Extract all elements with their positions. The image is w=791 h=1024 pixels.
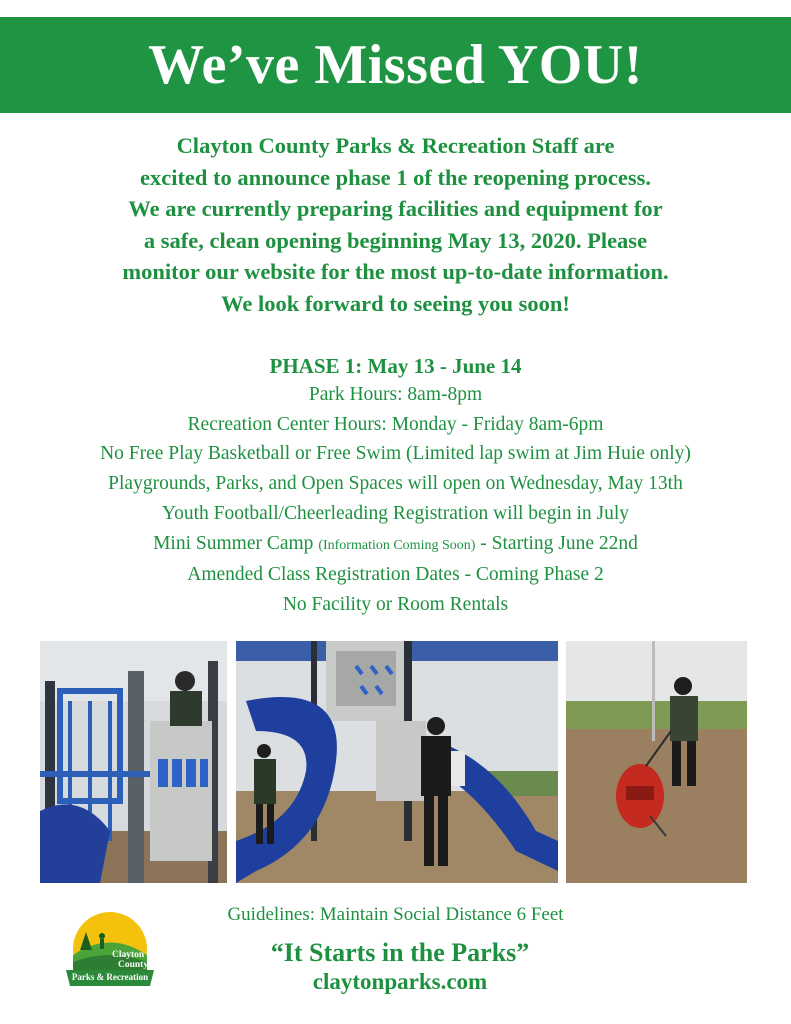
phase-item-youth-football: Youth Football/Cheerleading Registration will begin in July: [161, 502, 630, 524]
tagline: “It Starts in the Parks”: [270, 938, 530, 967]
phase-item-rentals: No Facility or Room Rentals: [282, 593, 509, 615]
camp-prefix: Mini Summer Camp: [153, 532, 319, 554]
photo-strip: [0, 641, 791, 883]
phase-item-class-registration: Amended Class Registration Dates - Coming Phase 2: [187, 564, 604, 586]
intro-line: monitor our website for the most up-to-date information.: [122, 259, 669, 284]
phase-list: [0, 380, 791, 620]
intro-line: a safe, clean opening beginning May 13, 2020. Please: [143, 227, 648, 253]
photo-spiral-slide: [236, 641, 558, 883]
phase-section: [0, 352, 791, 620]
phase-item-free-play: No Free Play Basketball or Free Swim (Limited lap swim at Jim Huie only): [100, 443, 691, 465]
intro-line: We look forward to seeing you soon!: [221, 290, 570, 316]
logo-text-parks: Parks & Recreation: [71, 972, 149, 982]
phase-item-playgrounds: Playgrounds, Parks, and Open Spaces will open on Wednesday, May 13th: [108, 473, 683, 495]
page-title: We’ve Missed YOU!: [148, 34, 643, 96]
phase-title: PHASE 1: May 13 - June 14: [269, 354, 522, 378]
photo-open-field: [566, 641, 747, 883]
intro-line: excited to announce phase 1 of the reopening process.: [139, 164, 652, 190]
intro-paragraph: [20, 130, 771, 319]
logo-text-county: County: [118, 960, 149, 970]
intro-line: Clayton County Parks & Recreation Staff are: [176, 133, 615, 158]
camp-suffix: - Starting June 22nd: [475, 532, 638, 554]
logo-text-clayton: Clayton: [112, 950, 145, 960]
intro-line: We are currently preparing facilities and equipment for: [128, 196, 663, 221]
phase-item-rec-center-hours: Recreation Center Hours: Monday - Friday 8am-6pm: [187, 413, 604, 435]
photo-playground-tower: [40, 641, 227, 883]
phase-item-park-hours: Park Hours: 8am-8pm: [308, 384, 483, 405]
website-link[interactable]: claytonparks.com: [312, 969, 488, 994]
guidelines-text: Guidelines: Maintain Social Distance 6 Feet: [227, 904, 564, 925]
camp-note: (Information Coming Soon): [318, 537, 476, 553]
phase-item-summer-camp: [0, 529, 791, 561]
header-banner: [0, 17, 791, 113]
